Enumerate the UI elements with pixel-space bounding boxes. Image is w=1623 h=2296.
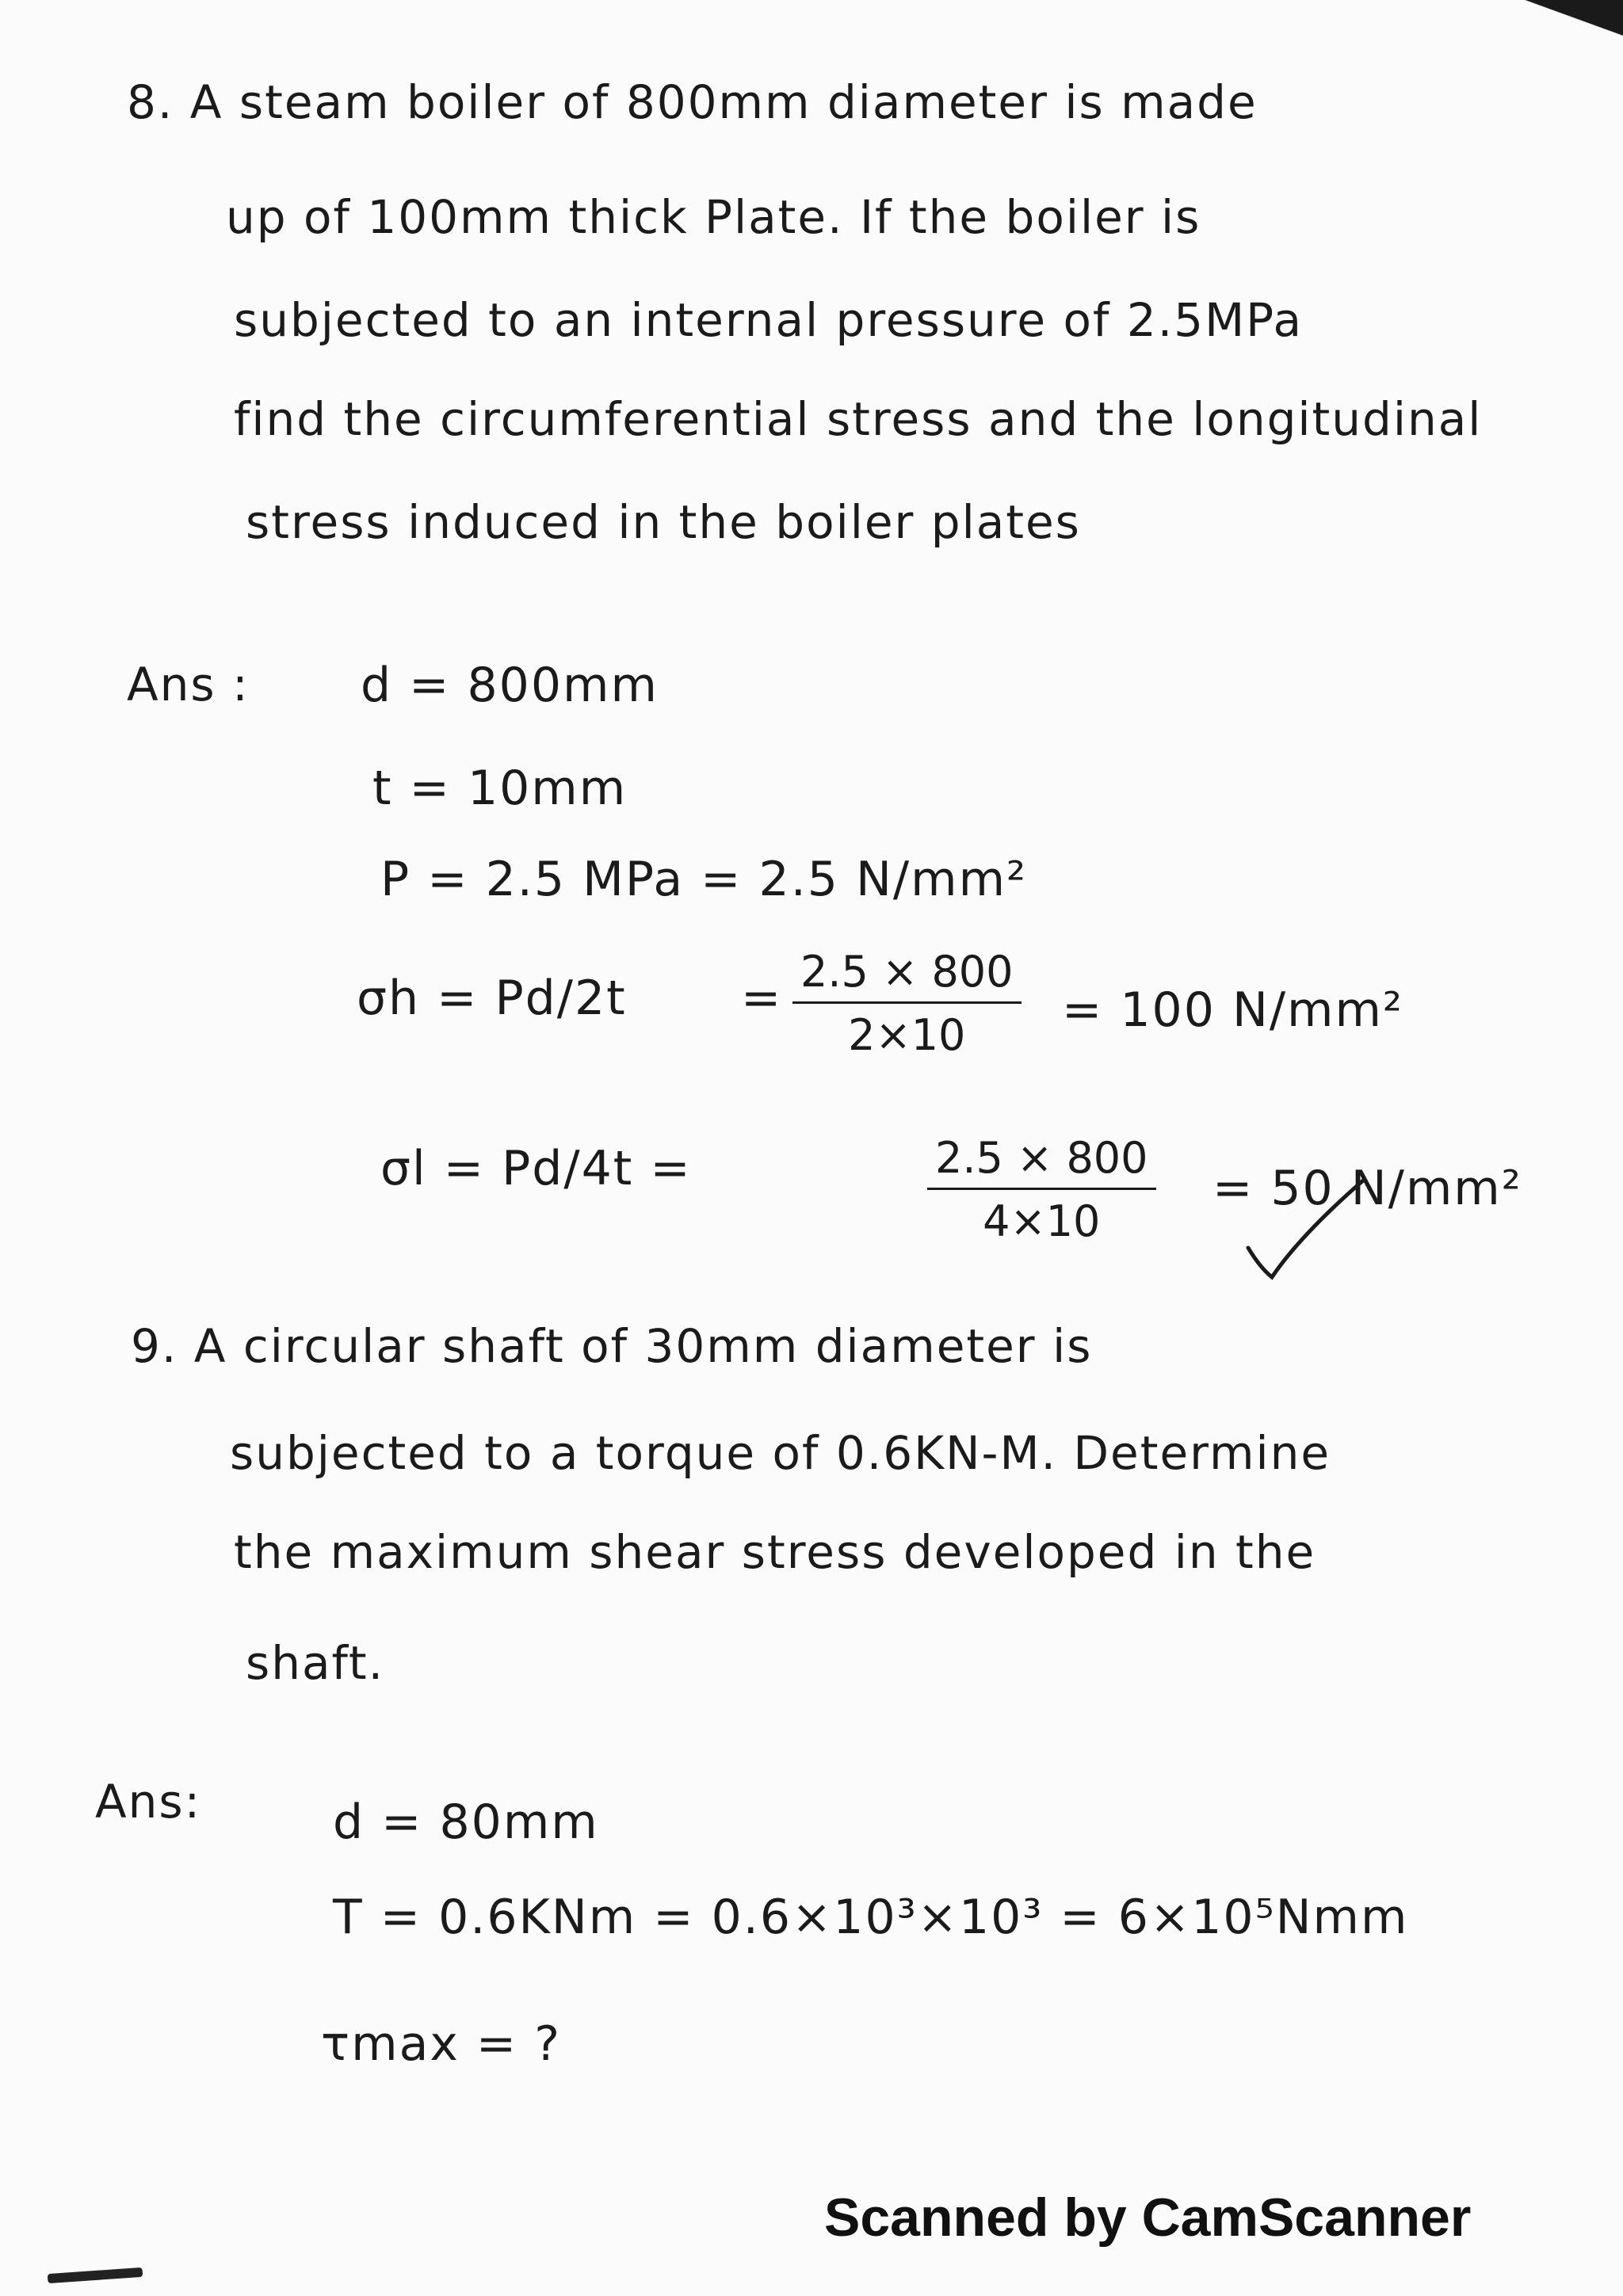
q8-line-4: find the circumferential stress and the longitudinal [234, 392, 1483, 446]
q8-thickness: t = 10mm [372, 761, 628, 816]
hoop-stress-formula: σh = Pd/2t [357, 971, 627, 1026]
q8-line-3: subjected to an internal pressure of 2.5MPa [234, 293, 1304, 347]
hoop-stress-denominator: 2×10 [848, 1010, 966, 1060]
longitudinal-stress-result: = 50 N/mm² [1212, 1161, 1522, 1216]
hoop-stress-fraction [792, 947, 1022, 1060]
hoop-stress-equals: = [741, 971, 783, 1026]
q9-line-2: subjected to a torque of 0.6KN-M. Determine [230, 1426, 1331, 1480]
longitudinal-stress-denominator: 4×10 [983, 1196, 1101, 1246]
q9-line-4: shaft. [246, 1636, 385, 1690]
q8-line-2: up of 100mm thick Plate. If the boiler is [226, 190, 1201, 244]
longitudinal-stress-formula: σl = Pd/4t = [380, 1141, 692, 1196]
longitudinal-stress-fraction [927, 1133, 1156, 1246]
scan-edge-mark [48, 2267, 143, 2283]
longitudinal-stress-numerator: 2.5 × 800 [927, 1133, 1156, 1190]
check-mark-icon [1244, 1173, 1371, 1283]
q8-line-5: stress induced in the boiler plates [246, 495, 1081, 549]
hoop-stress-numerator: 2.5 × 800 [792, 947, 1022, 1004]
q9-line-1: 9. A circular shaft of 30mm diameter is [131, 1319, 1093, 1373]
hoop-stress-result: = 100 N/mm² [1062, 982, 1403, 1038]
q8-line-1: 8. A steam boiler of 800mm diameter is made [127, 75, 1258, 129]
q9-answer-label: Ans: [95, 1775, 202, 1829]
q8-answer-label: Ans : [127, 658, 250, 711]
q9-torque: T = 0.6KNm = 0.6×10³×10³ = 6×10⁵Nmm [333, 1890, 1409, 1945]
q8-diameter: d = 800mm [361, 658, 659, 713]
q8-pressure: P = 2.5 MPa = 2.5 N/mm² [380, 852, 1028, 907]
scan-corner-shadow [1512, 0, 1623, 48]
scanner-watermark: Scanned by CamScanner [824, 2187, 1472, 2248]
q9-diameter: d = 80mm [333, 1794, 599, 1850]
q9-max-shear: τmax = ? [321, 2016, 562, 2072]
q9-line-3: the maximum shear stress developed in the [234, 1525, 1316, 1579]
